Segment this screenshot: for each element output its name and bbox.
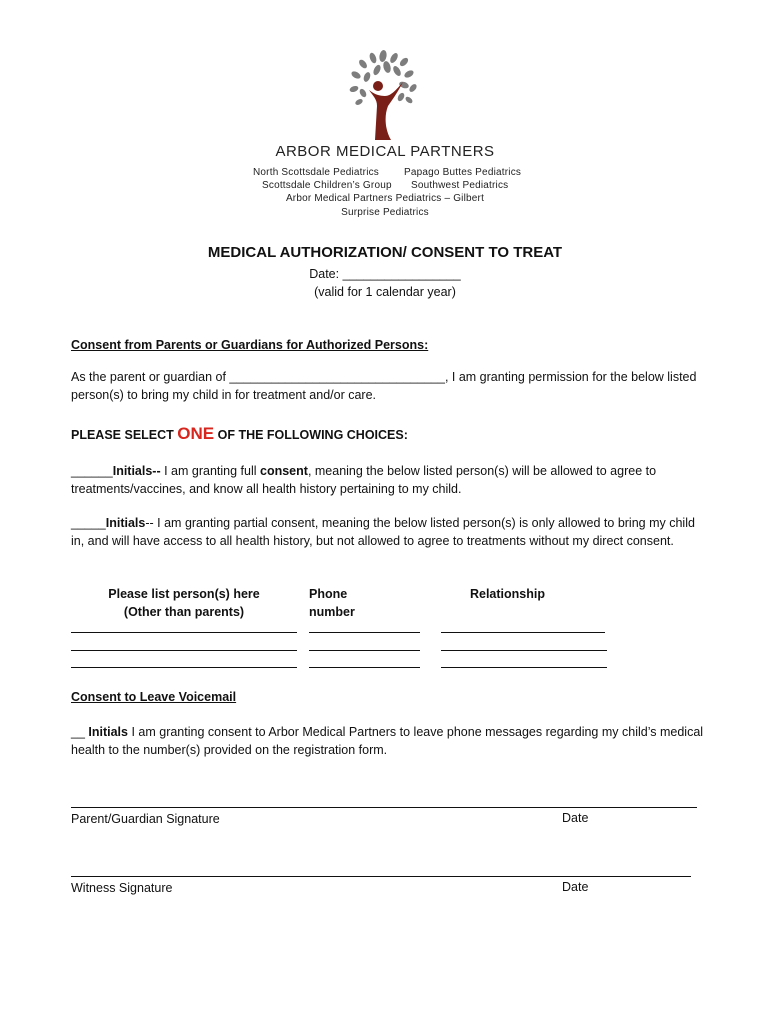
location-southwest: Southwest Pediatrics: [411, 180, 509, 191]
partial-consent-text: -- I am granting partial consent, meaning the below listed person(s) is only allowed to bring my child in, and will have access to all health history, but not allowed to agree to treatments without my direct consent.: [71, 516, 695, 548]
select-prefix: PLEASE SELECT: [71, 428, 174, 442]
partial-consent-initials-blank[interactable]: _____: [71, 516, 106, 530]
person-line-1[interactable]: [71, 632, 297, 633]
full-consent-option: [71, 463, 711, 498]
section-heading-authorized-persons: Consent from Parents or Guardians for Authorized Persons:: [71, 338, 429, 352]
relationship-line-3[interactable]: [441, 667, 607, 668]
witness-signature-line[interactable]: [71, 876, 691, 877]
voicemail-consent: [71, 724, 711, 759]
select-one-instruction: [71, 425, 711, 445]
column-header-persons-line1: Please list person(s) here: [108, 587, 260, 601]
column-header-persons: [71, 585, 297, 621]
voicemail-initials-label: Initials: [88, 725, 128, 739]
partial-consent-initials-label: Initials: [105, 516, 146, 530]
person-line-2[interactable]: [71, 650, 297, 651]
date-field[interactable]: Date: _________________: [309, 267, 461, 281]
validity-note: (valid for 1 calendar year): [314, 285, 456, 299]
parent-signature-label: Parent/Guardian Signature: [71, 812, 220, 826]
section-heading-voicemail: Consent to Leave Voicemail: [71, 690, 237, 704]
organization-name: ARBOR MEDICAL PARTNERS: [275, 143, 495, 160]
voicemail-text: I am granting consent to Arbor Medical Partners to leave phone messages regarding my child’s medical health to the number(s) provided on the registration form.: [71, 725, 704, 757]
location-scottsdale-childrens: Scottsdale Children’s Group: [262, 180, 392, 191]
voicemail-initials-blank[interactable]: __: [71, 725, 85, 739]
full-consent-text-a: I am granting full: [160, 464, 260, 478]
location-surprise: Surprise Pediatrics: [341, 207, 429, 218]
tree-logo-icon: [333, 44, 433, 144]
select-suffix: OF THE FOLLOWING CHOICES:: [217, 428, 408, 442]
form-title: MEDICAL AUTHORIZATION/ CONSENT TO TREAT: [207, 244, 563, 261]
full-consent-keyword: consent: [260, 464, 308, 478]
location-papago-buttes: Papago Buttes Pediatrics: [404, 167, 522, 178]
parent-signature-line[interactable]: [71, 807, 697, 808]
full-consent-initials-blank[interactable]: ______: [71, 464, 113, 478]
person-line-3[interactable]: [71, 667, 297, 668]
relationship-line-2[interactable]: [441, 650, 607, 651]
location-gilbert: Arbor Medical Partners Pediatrics – Gilbert: [285, 193, 485, 204]
location-north-scottsdale: North Scottsdale Pediatrics: [253, 167, 380, 178]
partial-consent-option: [71, 515, 711, 550]
select-one-emphasis: ONE: [177, 424, 215, 443]
phone-line-2[interactable]: [309, 650, 420, 651]
phone-line-1[interactable]: [309, 632, 420, 633]
column-header-relationship: Relationship: [469, 587, 545, 601]
full-consent-initials-label: Initials--: [112, 464, 161, 478]
witness-signature-date-label: Date: [562, 880, 589, 894]
witness-signature-label: Witness Signature: [71, 881, 173, 895]
phone-line-3[interactable]: [309, 667, 420, 668]
parent-signature-date-label: Date: [562, 811, 589, 825]
parent-statement: As the parent or guardian of _______________________________, I am granting permission for the below listed person(s) to bring my child in for treatment and/or care.: [71, 370, 697, 402]
column-header-persons-line2: (Other than parents): [123, 605, 245, 619]
column-header-phone: Phone number: [309, 587, 355, 619]
full-consent-text-b: , meaning the below listed person(s) will be allowed to agree to treatments/vaccines, and know all health history pertaining to my child.: [71, 464, 657, 496]
relationship-line-1[interactable]: [441, 632, 605, 633]
